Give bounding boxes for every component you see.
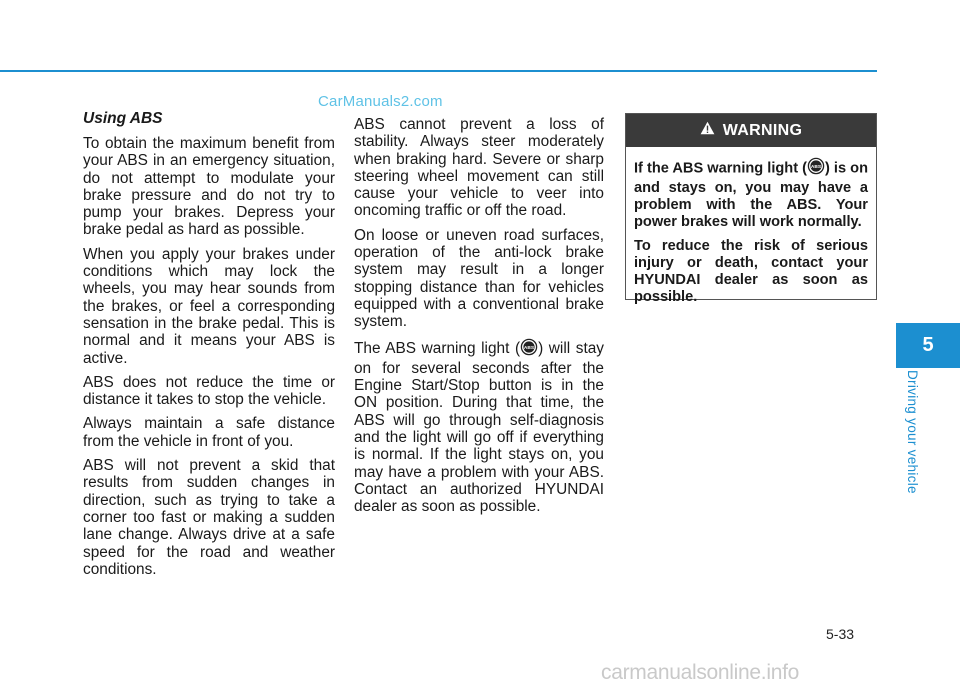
warning-header <box>626 114 876 147</box>
abs-warning-light-icon <box>520 338 538 360</box>
chapter-title-vertical <box>902 370 922 500</box>
middle-column <box>354 116 604 523</box>
warning-title: WARNING <box>722 121 803 139</box>
paragraph: Always maintain a safe distance from the vehicle in front of you. <box>83 415 335 450</box>
chapter-title: Driving your vehicle <box>905 370 920 494</box>
warning-box <box>625 113 877 305</box>
page-number: 5-33 <box>826 626 855 642</box>
abs-icon-text: ABS <box>524 345 535 351</box>
watermark-top[interactable]: CarManuals2.com <box>318 93 443 110</box>
warning-triangle-icon <box>700 121 715 140</box>
paragraph: To obtain the maximum benefit from your ABS in an emergency situation, do not attempt to modulate your brake pressure and do not try to pump your brakes. Depress your brake pedal as hard as possible. <box>83 135 335 239</box>
abs-warning-light-icon <box>807 157 825 180</box>
paragraph: ABS will not prevent a skid that results from sudden changes in direction, such as trying to take a corner too fast or making a sudden lane change. Always drive at a safe speed for the road and weather conditions. <box>83 457 335 578</box>
text-after-icon: ) will stay on for several seconds after the Engine Start/Stop button is in the ON position. During that time, the ABS will go through self-diagnosis and the light will go off if everything is normal. If the light stays on, you may have a problem with your ABS. Contact an authorized HYUNDAI dealer as soon as possible. <box>354 339 604 516</box>
abs-icon-text: ABS <box>810 164 822 170</box>
warning-paragraph <box>634 157 868 231</box>
header-rule <box>0 70 877 72</box>
section-heading: Using ABS <box>83 110 163 127</box>
paragraph: ABS does not reduce the time or distance it takes to stop the vehicle. <box>83 373 335 409</box>
text-before-icon: The ABS warning light ( <box>354 339 521 357</box>
text-before-icon: If the ABS warning light ( <box>634 160 807 177</box>
chapter-number: 5 <box>922 334 934 356</box>
warning-body <box>626 147 876 306</box>
watermark-bottom[interactable]: carmanualsonline.info <box>601 661 799 684</box>
left-column <box>83 110 335 585</box>
text-after-icon: ) is on and stays on, you may have a problem with the ABS. Your power brakes will work normally. <box>634 160 868 230</box>
abs-light-paragraph <box>354 338 604 516</box>
paragraph: ABS cannot prevent a loss of stability. Always steer moderately when braking hard. Severe or sharp steering wheel movement can still cause your vehicle to veer into oncoming traffic or off the road. <box>354 116 604 220</box>
paragraph: When you apply your brakes under conditions which may lock the wheels, you may hear sounds from the brakes, or feel a corresponding sensation in the brake pedal. This is normal and it means your ABS is active. <box>83 245 335 367</box>
paragraph: On loose or uneven road surfaces, operation of the anti-lock brake system may result in a longer stopping distance than for vehicles equipped with a conventional brake system. <box>354 226 604 331</box>
chapter-tab <box>896 323 960 368</box>
warning-paragraph: To reduce the risk of serious injury or death, contact your HYUNDAI dealer as soon as possible. <box>634 238 868 305</box>
